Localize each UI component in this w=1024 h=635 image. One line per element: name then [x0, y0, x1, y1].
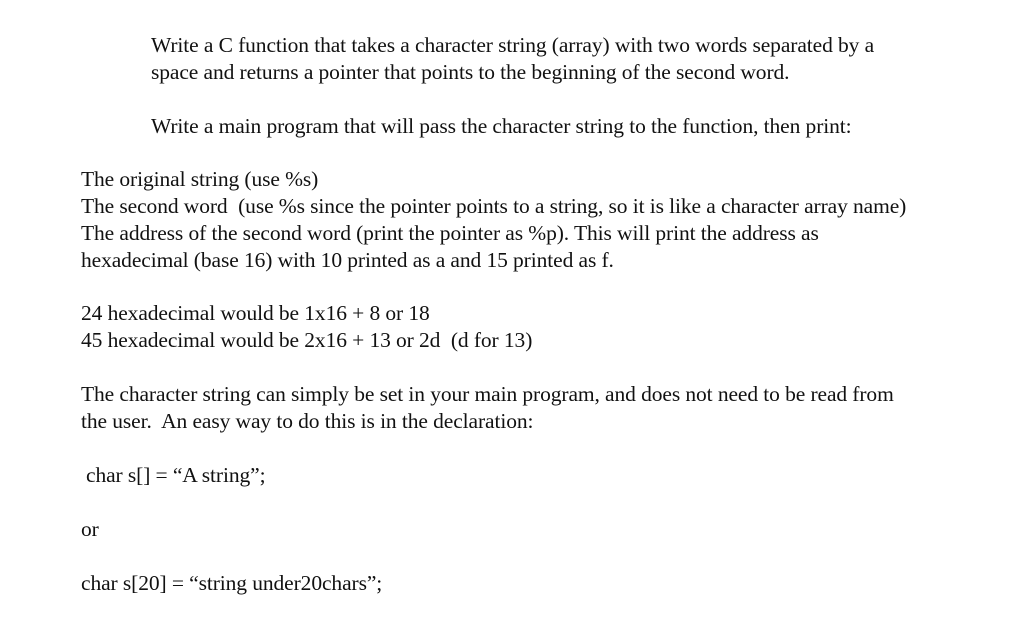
or-text: or — [81, 517, 99, 541]
intro-line-1: Write a C function that takes a character string (array) with two words separated by a — [151, 33, 875, 57]
print-item-second-word: The second word (use %s since the pointer points to a string, so it is like a character array name) — [81, 194, 907, 218]
main-program-line: Write a main program that will pass the character string to the function, then print: — [151, 114, 852, 138]
string-note-line-2: the user. An easy way to do this is in the declaration: — [81, 409, 534, 433]
code-example-2: char s[20] = “string under20chars”; — [81, 571, 383, 595]
string-note-line-1: The character string can simply be set in your main program, and does not need to be read from — [81, 382, 894, 406]
print-item-address: The address of the second word (print the pointer as %p). This will print the address as — [81, 221, 819, 245]
hex-example-24: 24 hexadecimal would be 1x16 + 8 or 18 — [81, 301, 430, 325]
intro-line-2: space and returns a pointer that points to the beginning of the second word. — [151, 60, 790, 84]
print-item-hexadecimal: hexadecimal (base 16) with 10 printed as a and 15 printed as f. — [81, 248, 614, 272]
hex-example-45: 45 hexadecimal would be 2x16 + 13 or 2d (d for 13) — [81, 328, 533, 352]
print-item-original-string: The original string (use %s) — [81, 167, 319, 191]
code-example-1: char s[] = “A string”; — [86, 463, 266, 487]
